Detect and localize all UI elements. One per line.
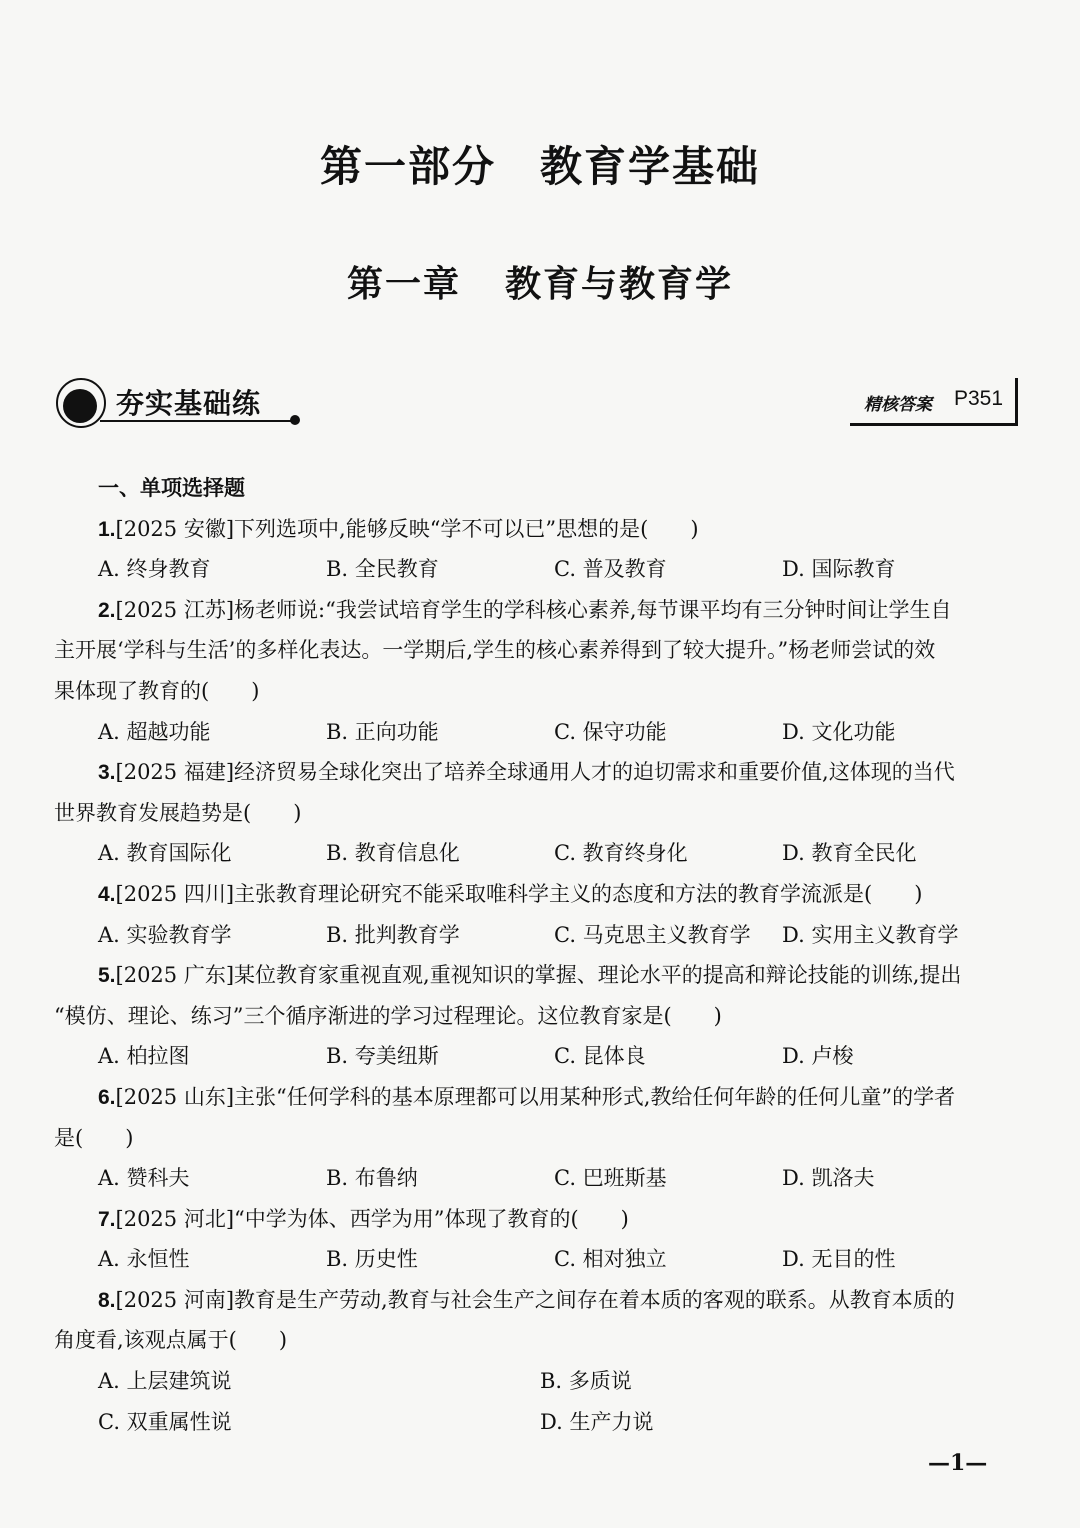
question-5 (54, 955, 1022, 996)
option-b: B. 教育信息化 (326, 841, 460, 866)
option-c: C. 双重属性说 (98, 1409, 232, 1434)
question-6-options (54, 1158, 1022, 1199)
question-4-options (54, 915, 1022, 956)
option-b: B. 夸美纽斯 (326, 1044, 439, 1069)
question-text-continued: 角度看,该观点属于( ) (54, 1328, 288, 1353)
answer-ref-page: P351 (954, 387, 1004, 410)
option-c: C. 马克思主义教育学 (554, 922, 751, 947)
section-banner (56, 376, 306, 432)
option-d: D. 生产力说 (540, 1409, 654, 1434)
banner-underline (100, 420, 292, 422)
answer-ref-label: 精核答案 (864, 395, 932, 415)
option-d: D. 卢梭 (782, 1044, 854, 1069)
option-d: D. 文化功能 (782, 719, 896, 744)
question-5-options (54, 1036, 1022, 1077)
option-b: B. 多质说 (540, 1369, 632, 1394)
question-8-options-row1 (54, 1361, 1022, 1402)
question-number: 8. (98, 1288, 116, 1312)
dot-icon (290, 415, 300, 425)
question-text-continued: “模仿、理论、练习”三个循序渐进的学习过程理论。这位教育家是( ) (54, 1003, 722, 1028)
option-b: B. 布鲁纳 (326, 1166, 418, 1191)
question-text: [2025 安徽]下列选项中,能够反映“学不可以已”思想的是( ) (115, 516, 699, 541)
question-3 (54, 752, 1022, 793)
question-text: [2025 河北]“中学为体、西学为用”体现了教育的( ) (115, 1206, 629, 1231)
option-a: A. 终身教育 (98, 557, 211, 582)
question-number: 3. (98, 761, 116, 785)
option-c: C. 教育终身化 (554, 841, 688, 866)
question-text-continued: 主开展‘学科与生活’的多样化表达。一学期后,学生的核心素养得到了较大提升。”杨老师尝试的效 (54, 638, 936, 663)
question-2 (54, 590, 1022, 631)
chapter-label: 第一章 (346, 263, 461, 305)
option-a: A. 教育国际化 (98, 841, 232, 866)
question-8-options-row2 (54, 1402, 1022, 1443)
question-text: [2025 河南]教育是生产劳动,教育与社会生产之间存在着本质的客观的联系。从教育本质的 (115, 1287, 955, 1312)
question-3-options (54, 833, 1022, 874)
question-text: [2025 江苏]杨老师说:“我尝试培育学生的学科核心素养,每节课平均有三分钟时间让学生自 (115, 597, 952, 622)
question-list (54, 468, 1022, 1442)
option-b: B. 批判教育学 (326, 922, 460, 947)
circle-bullet-icon (56, 378, 106, 428)
question-text: [2025 山东]主张“任何学科的基本原理都可以用某种形式,教给任何年龄的任何儿童”的学者 (115, 1084, 956, 1109)
part-label: 第一部分 (319, 142, 496, 191)
question-2-options (54, 712, 1022, 753)
option-a: A. 永恒性 (98, 1247, 190, 1272)
part-subject: 教育学基础 (540, 142, 761, 191)
question-number: 6. (98, 1085, 116, 1109)
question-7 (54, 1199, 1022, 1240)
answer-reference (850, 378, 1018, 426)
question-8 (54, 1280, 1022, 1321)
question-7-options (54, 1239, 1022, 1280)
option-c: C. 相对独立 (554, 1247, 667, 1272)
question-text-continued: 世界教育发展趋势是( ) (54, 800, 302, 825)
option-a: A. 柏拉图 (98, 1044, 190, 1069)
question-number: 5. (98, 964, 116, 988)
option-a: A. 上层建筑说 (98, 1369, 232, 1394)
option-b: B. 全民教育 (326, 557, 439, 582)
option-d: D. 教育全民化 (782, 841, 917, 866)
question-4 (54, 874, 1022, 915)
part-title (0, 134, 1080, 194)
question-text-continued: 是( ) (54, 1125, 134, 1150)
option-d: D. 无目的性 (782, 1247, 896, 1272)
option-d: D. 国际教育 (782, 557, 896, 582)
question-text: [2025 四川]主张教育理论研究不能采取唯科学主义的态度和方法的教育学流派是( ) (115, 881, 923, 906)
question-1-options (54, 549, 1022, 590)
question-text-continued: 果体现了教育的( ) (54, 678, 260, 703)
option-a: A. 超越功能 (98, 719, 211, 744)
page-number: —1— (928, 1450, 988, 1476)
option-b: B. 历史性 (326, 1247, 418, 1272)
question-6 (54, 1077, 1022, 1118)
question-number: 1. (98, 517, 116, 541)
question-1 (54, 509, 1022, 550)
option-d: D. 凯洛夫 (782, 1166, 875, 1191)
option-c: C. 普及教育 (554, 557, 667, 582)
option-d: D. 实用主义教育学 (782, 922, 959, 947)
subheading: 一、单项选择题 (98, 475, 245, 500)
option-c: C. 昆体良 (554, 1044, 646, 1069)
chapter-subject: 教育与教育学 (505, 263, 734, 305)
question-number: 4. (98, 882, 116, 906)
question-text: [2025 福建]经济贸易全球化突出了培养全球通用人才的迫切需求和重要价值,这体现的当代 (115, 760, 955, 785)
question-number: 2. (98, 598, 116, 622)
option-c: C. 巴班斯基 (554, 1166, 667, 1191)
option-b: B. 正向功能 (326, 719, 439, 744)
question-number: 7. (98, 1207, 116, 1231)
option-c: C. 保守功能 (554, 719, 667, 744)
question-text: [2025 广东]某位教育家重视直观,重视知识的掌握、理论水平的提高和辩论技能的训练,提出 (115, 963, 962, 988)
section-label: 夯实基础练 (116, 387, 262, 420)
option-a: A. 实验教育学 (98, 922, 232, 947)
chapter-title (0, 256, 1080, 307)
option-a: A. 赞科夫 (98, 1166, 190, 1191)
